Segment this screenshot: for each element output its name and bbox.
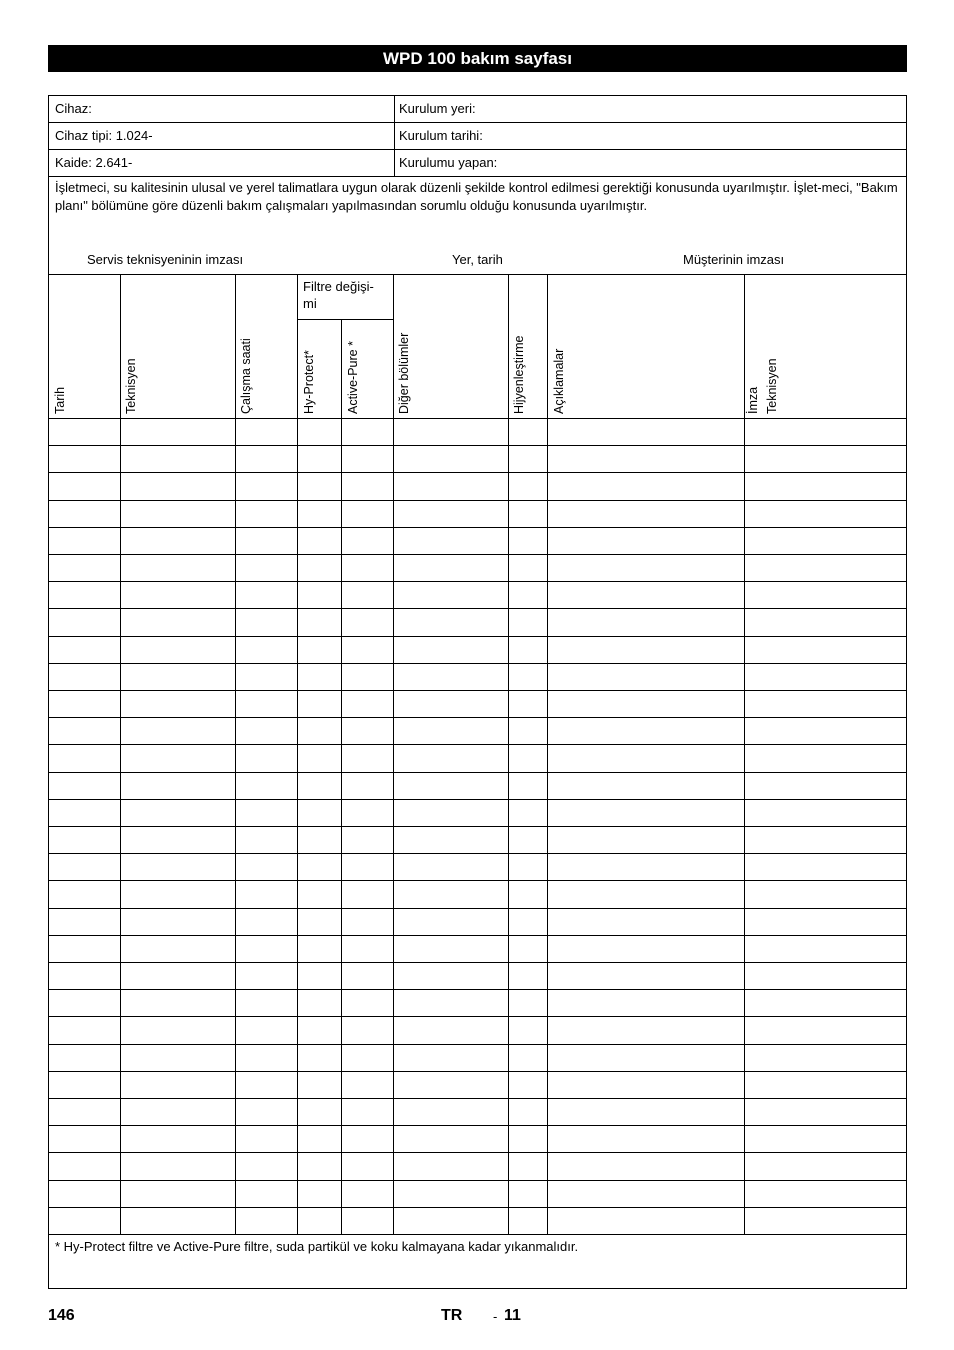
page-number: 146 (48, 1307, 75, 1324)
table-row[interactable] (49, 936, 906, 962)
install-location-field[interactable]: Kurulum yeri: (399, 101, 476, 116)
filter-change-header (303, 278, 385, 312)
table-top-line (49, 274, 906, 275)
notes-header: Açıklamalar (552, 348, 566, 414)
technician-header: Teknisyen (124, 358, 138, 414)
section-page: 11 (504, 1307, 521, 1324)
table-row[interactable] (49, 1099, 906, 1125)
table-row[interactable] (49, 1153, 906, 1179)
table-row[interactable] (49, 664, 906, 690)
table-row[interactable] (49, 881, 906, 907)
place-date-label: Yer, tarih (452, 252, 503, 267)
table-row[interactable] (49, 446, 906, 472)
operating-hours-header: Çalışma saati (239, 338, 253, 414)
hy-protect-header: Hy-Protect* (302, 350, 316, 414)
table-row[interactable] (49, 419, 906, 445)
date-header: Tarih (53, 386, 67, 414)
table-row[interactable] (49, 990, 906, 1016)
base-field[interactable]: Kaide: 2.641- (55, 155, 133, 170)
table-row[interactable] (49, 909, 906, 935)
table-row-line (49, 1234, 906, 1235)
table-row[interactable] (49, 691, 906, 717)
install-date-field[interactable]: Kurulum tarihi: (399, 128, 483, 143)
table-row[interactable] (49, 1126, 906, 1152)
table-row[interactable] (49, 637, 906, 663)
customer-signature-label: Müşterinin imzası (683, 252, 785, 267)
active-pure-header: Active-Pure * (346, 341, 360, 414)
other-parts-header: Diğer bölümler (397, 332, 411, 414)
table-row[interactable] (49, 555, 906, 581)
table-row[interactable] (49, 528, 906, 554)
table-row[interactable] (49, 963, 906, 989)
table-row[interactable] (49, 501, 906, 527)
info-divider (394, 96, 395, 177)
operator-notice: İşletmeci, su kalitesinin ulusal ve yerel talimatlara uygun olarak düzenli şekilde kontrol edilmesi gerektiği konusunda uyarılmıştır. İşlet-meci, "Bakım planı" bölümüne göre düzenli bakım çalışmaları yapılmasından sorumlu olduğu konusunda uyarılmıştır. (55, 180, 898, 213)
technician-signature-label: Servis teknisyeninin imzası (87, 252, 244, 267)
filter-change-label: Filtre değişi-mi (303, 279, 374, 311)
table-row[interactable] (49, 582, 906, 608)
row-divider (49, 122, 906, 123)
page-title: WPD 100 bakım sayfası (48, 45, 907, 72)
signature-header-line1: İmza (746, 386, 760, 414)
row-divider (49, 176, 906, 177)
table-row[interactable] (49, 609, 906, 635)
table-row[interactable] (49, 773, 906, 799)
filter-sub-divider (297, 319, 393, 320)
device-type-field[interactable]: Cihaz tipi: 1.024- (55, 128, 153, 143)
row-divider (49, 149, 906, 150)
table-row[interactable] (49, 1181, 906, 1207)
signature-header-line2: Teknisyen (765, 358, 779, 414)
table-row[interactable] (49, 473, 906, 499)
table-row[interactable] (49, 854, 906, 880)
maintenance-form (48, 95, 907, 1289)
installed-by-field[interactable]: Kurulumu yapan: (399, 155, 498, 170)
table-row[interactable] (49, 1045, 906, 1071)
device-field[interactable]: Cihaz: (55, 101, 92, 116)
table-row[interactable] (49, 1017, 906, 1043)
table-row[interactable] (49, 745, 906, 771)
language-code: TR (441, 1307, 463, 1324)
section-separator: - (493, 1309, 498, 1324)
table-row[interactable] (49, 1072, 906, 1098)
hygienization-header: Hijyenleştirme (512, 335, 526, 414)
table-row[interactable] (49, 827, 906, 853)
table-row[interactable] (49, 718, 906, 744)
table-row[interactable] (49, 800, 906, 826)
table-row[interactable] (49, 1208, 906, 1234)
footnote: * Hy-Protect filtre ve Active-Pure filtre, suda partikül ve koku kalmayana kadar yıkanmalıdır. (55, 1239, 579, 1254)
